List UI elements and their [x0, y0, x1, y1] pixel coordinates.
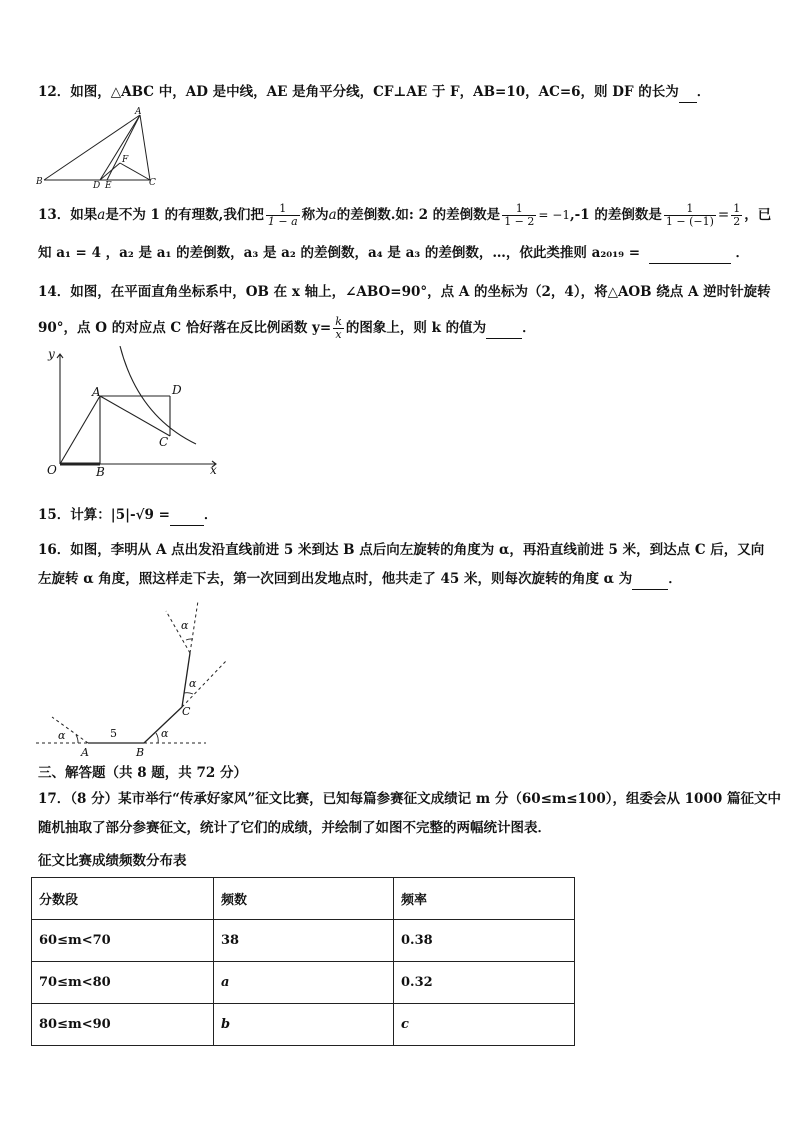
- table-cell: 60≤m<70: [32, 920, 214, 962]
- q13-answer-blank[interactable]: [649, 243, 731, 264]
- q14-fraction-k-over-x: $\frac{k}{x}$: [335, 315, 342, 341]
- q12-text: 12．如图，△ABC 中，AD 是中线，AE 是角平分线，CF⊥AE 于 F，AB=10，AC=6，则 DF 的长为 ．: [38, 82, 710, 103]
- q14-line2: 90°，点 O 的对应点 C 恰好落在反比例函数 y= $\frac{k}{x}$ 的图象上，则 k 的值为 ．: [38, 315, 536, 341]
- table-header-cell: 频数: [214, 878, 394, 920]
- q14-line1: 14．如图，在平面直角坐标系中，OB 在 x 轴上，∠ABO=90°，点 A 的坐标为（2，4），将△AOB 绕点 A 逆时针旋转: [38, 284, 771, 300]
- q14-label-b: B: [96, 465, 105, 478]
- q12-label-a: A: [135, 107, 142, 117]
- q14-label-d: D: [172, 383, 182, 397]
- table-header-row: [32, 878, 575, 920]
- q16-label-b: B: [136, 746, 145, 759]
- q12-label-e: E: [105, 181, 112, 190]
- q16-label-five: 5: [110, 727, 117, 740]
- q12-label-b: B: [36, 177, 43, 187]
- q14-label-a: A: [92, 385, 101, 399]
- table-cell: 80≤m<90: [32, 1004, 214, 1046]
- q16-alpha-c: α: [189, 677, 197, 690]
- q16-label-a: A: [81, 746, 89, 759]
- table-cell: a: [214, 962, 394, 1004]
- q16-alpha-b: α: [161, 727, 169, 740]
- q14-label-x: x: [210, 463, 217, 477]
- q14-label-y: y: [48, 347, 55, 361]
- table-row: [32, 920, 575, 962]
- q16-walk-figure: [36, 595, 232, 759]
- table-cell: 38: [214, 920, 394, 962]
- q16-line2: 左旋转 α 角度，照这样走下去，第一次回到出发地点时，他共走了 45 米，则每次旋转的角度 α 为 ．: [38, 569, 682, 590]
- q14-label-c: C: [159, 435, 169, 449]
- q16-alpha-d: α: [181, 619, 189, 632]
- table-cell: b: [214, 1004, 394, 1046]
- table-header-cell: 分数段: [32, 878, 214, 920]
- table-cell: c: [394, 1004, 575, 1046]
- table-row: [32, 962, 575, 1004]
- q14-coordinate-figure: [38, 346, 228, 478]
- q13-line2: 知 a₁ = 4 ，a₂ 是 a₁ 的差倒数，a₃ 是 a₂ 的差倒数，a₄ 是 a₃ 的差倒数，…，依此类推则 a₂₀₁₉ = ．: [38, 243, 749, 264]
- table-cell: 0.32: [394, 962, 575, 1004]
- table-cell: 70≤m<80: [32, 962, 214, 1004]
- q13-fraction-ex2-result: $\frac{1}{2}$: [733, 202, 741, 228]
- q16-answer-blank[interactable]: [632, 569, 668, 590]
- q14-answer-blank[interactable]: [486, 318, 522, 339]
- table-header-cell: 频率: [394, 878, 575, 920]
- q16-label-c: C: [182, 705, 191, 718]
- table-cell: 0.38: [394, 920, 575, 962]
- q14-label-o: O: [47, 463, 57, 477]
- q17-line1: 17．（8 分）某市举行“传承好家风”征文比赛，已知每篇参赛征文成绩记 m 分（60≤m≤100），组委会从 1000 篇征文中: [38, 791, 781, 807]
- table-row: [32, 1004, 575, 1046]
- q15-answer-blank[interactable]: [170, 505, 204, 526]
- q15-text: 15．计算：|5|-√9 = ．: [38, 505, 217, 526]
- q12-label-f: F: [122, 155, 129, 165]
- q16-line1: 16．如图，李明从 A 点出发沿直线前进 5 米到达 B 点后向左旋转的角度为 α，再沿直线前进 5 米，到达点 C 后，又向: [38, 542, 765, 558]
- q12-triangle-figure: [36, 106, 166, 190]
- q12-answer-blank[interactable]: [679, 82, 697, 103]
- q17-table-title: 征文比赛成绩频数分布表: [38, 853, 187, 869]
- q13-fraction-ex2: $\frac{1}{1 - (-1)}$: [665, 202, 714, 228]
- q16-alpha-a: α: [58, 729, 66, 742]
- q12-label-d: D: [93, 181, 101, 190]
- q17-frequency-table: [31, 877, 575, 1046]
- q13-fraction-def: $\frac{1}{1 - a}$: [267, 202, 298, 228]
- q12-label-c: C: [149, 178, 156, 188]
- q13-fraction-ex1: $\frac{1}{1 - 2}$: [504, 202, 535, 228]
- q13-line1: 13．如果a是不为 1 的有理数,我们把 $\frac{1}{1 - a}$ 称为a的差倒数.如: 2 的差倒数是 $\frac{1}{1 - 2}$ = −1,-1 的差倒数是 $\frac{1}{1 - (-1)}$ = $\frac{1}{2}$ ，已: [38, 202, 772, 228]
- q17-line2: 随机抽取了部分参赛征文，统计了它们的成绩，并绘制了如图不完整的两幅统计图表．: [38, 820, 551, 836]
- section-3-heading: 三、解答题（共 8 题，共 72 分）: [38, 765, 247, 781]
